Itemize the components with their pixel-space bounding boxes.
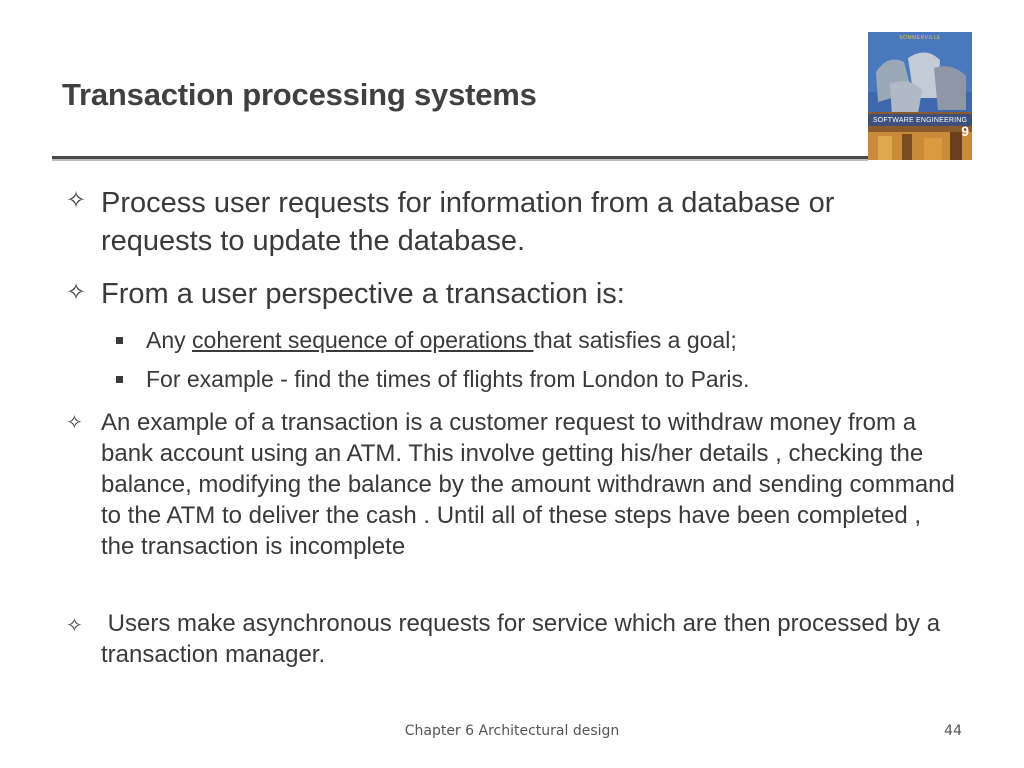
bullet-4-text: Users make asynchronous requests for service which are then processed by a transaction manager. bbox=[101, 610, 947, 668]
sub-bullet-2-text: For example - find the times of flights from London to Paris. bbox=[146, 366, 750, 392]
bullet-3-text: An example of a transaction is a customer request to withdraw money from a bank account using an ATM. This involve getting his/her details , checking the balance, modifying the balance by the amount withdrawn and sending command to the ATM to deliver the cash . Until all of these steps have been completed , the transaction is incomplete bbox=[101, 409, 955, 560]
sub-bullet-1-pre: Any bbox=[146, 327, 193, 353]
footer-chapter: Chapter 6 Architectural design bbox=[404, 723, 620, 739]
cover-author: SOMMERVILLE bbox=[899, 35, 941, 41]
bullet-1-text: Process user requests for information from a database or requests to update the database. bbox=[101, 187, 835, 257]
bullet-star-icon: ✧ bbox=[66, 615, 83, 637]
sub-bullet-1-underlined: coherent sequence of operations bbox=[192, 327, 534, 353]
square-bullet-icon bbox=[116, 376, 123, 383]
footer-page-number: 44 bbox=[944, 723, 962, 739]
sub-bullet-1-post: that satisfies a goal; bbox=[533, 327, 737, 353]
bullet-2-text: From a user perspective a transaction is: bbox=[101, 278, 625, 310]
cover-title: SOFTWARE ENGINEERING bbox=[872, 117, 968, 124]
slide-title: Transaction processing systems bbox=[62, 77, 537, 112]
square-bullet-icon bbox=[116, 337, 123, 344]
bullet-star-icon: ✧ bbox=[66, 412, 83, 434]
sub-bullet-1-text bbox=[146, 325, 946, 356]
bullet-star-icon: ✧ bbox=[66, 279, 87, 306]
cover-edition: 9 bbox=[961, 123, 969, 139]
bullet-star-icon: ✧ bbox=[66, 187, 87, 214]
